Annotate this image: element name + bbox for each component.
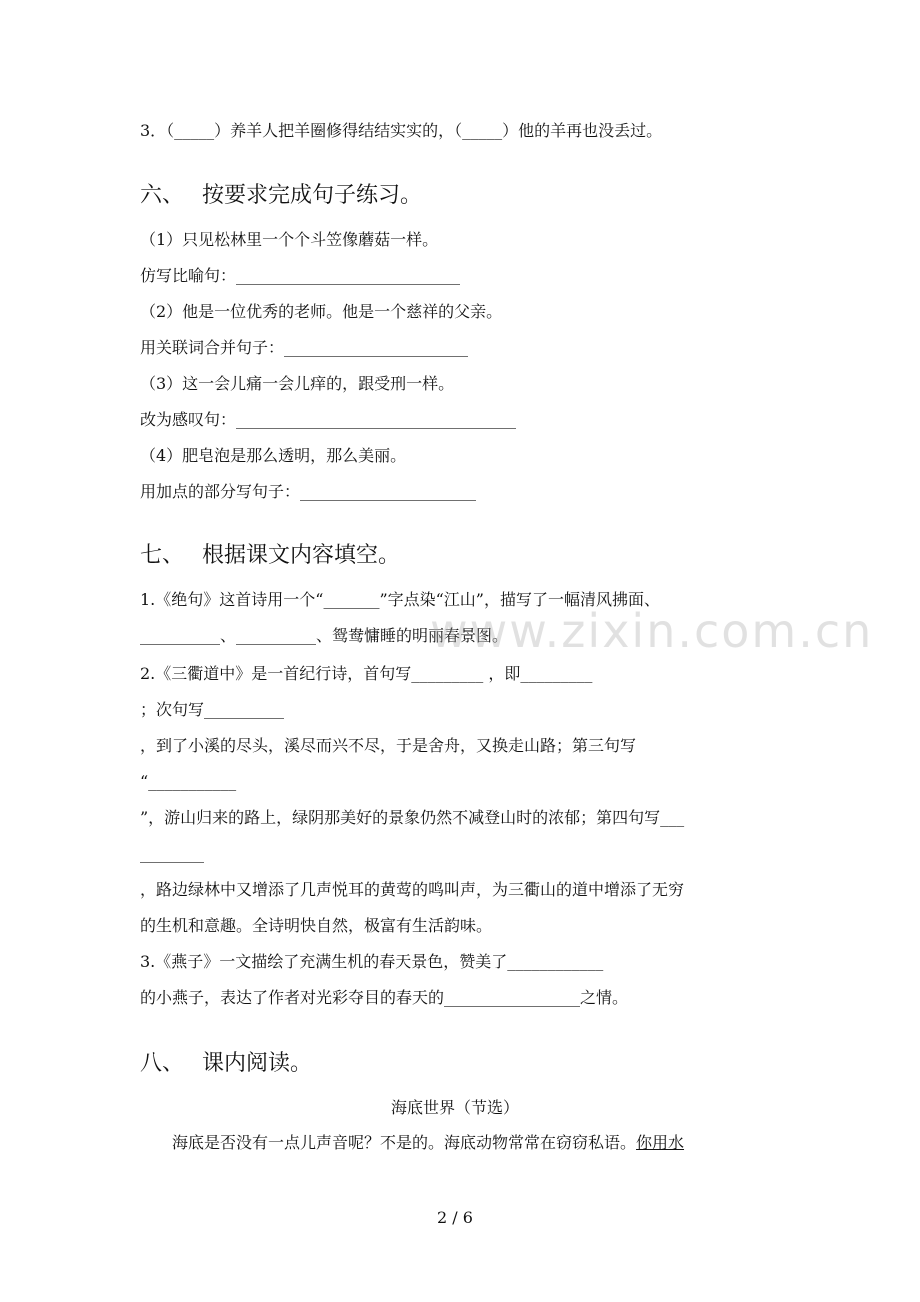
question-5-3: 3．（_____）养羊人把羊圈修得结结实实的，（_____）他的羊再也没丢过。 (140, 121, 663, 140)
section-7-line: 的小燕子，表达了作者对光彩夺目的春天的_________________之情。 (140, 988, 629, 1007)
section-8-number: 八、 (140, 1051, 185, 1076)
section-8-heading (140, 1050, 312, 1078)
section-7-line: 2.《三衢道中》是一首纪行诗，首句写_________ ，即_________ (140, 664, 593, 683)
section-6-line: （2）他是一位优秀的老师。他是一个慈祥的父亲。 (140, 302, 503, 321)
section-8-title: 课内阅读。 (202, 1051, 313, 1076)
section-6-line: 改为感叹句：___________________________________ (140, 410, 517, 429)
section-6-title: 按要求完成句子练习。 (202, 183, 423, 208)
section-6-number: 六、 (140, 183, 185, 208)
page-number: 2 / 6 (437, 1208, 473, 1227)
passage-underlined-text: 你用水 (636, 1133, 685, 1152)
section-7-line: 1.《绝句》这首诗用一个“_______”字点染“江山”，描写了一幅清风拂面、 (140, 590, 660, 609)
section-7-number: 七、 (140, 543, 185, 568)
section-7-line: 的生机和意趣。全诗明快自然，极富有生活韵味。 (140, 916, 493, 935)
section-7-line: __________、__________、鸳鸯慵睡的明丽春景图。 (140, 626, 509, 645)
section-7-line: “___________ (140, 772, 237, 791)
section-7-line: ________ (140, 844, 204, 863)
watermark: www.zixin.com.cn (430, 604, 874, 658)
section-7-heading (140, 542, 400, 570)
section-6-line: （4）肥皂泡是那么透明，那么美丽。 (140, 446, 407, 465)
passage-text: 海底是否没有一点儿声音呢？不是的。海底动物常常在窃窃私语。 (172, 1133, 637, 1152)
section-6-line: 用关联词合并句子：_______________________ (140, 338, 469, 357)
section-6-line: 仿写比喻句：____________________________ (140, 266, 461, 285)
section-6-line: （3）这一会儿痛一会儿痒的，跟受刑一样。 (140, 374, 455, 393)
section-7-line: ，到了小溪的尽头，溪尽而兴不尽，于是舍舟，又换走山路；第三句写 (140, 736, 637, 755)
section-7-title: 根据课文内容填空。 (202, 543, 401, 568)
section-7-line: ，路边绿林中又增添了几声悦耳的黄莺的鸣叫声，为三衢山的道中增添了无穷 (140, 880, 685, 899)
section-7-line: ；次句写__________ (140, 700, 285, 719)
section-6-heading (140, 182, 422, 210)
section-6-line: 用加点的部分写句子：______________________ (140, 482, 477, 501)
section-7-line: ”，游山归来的路上，绿阴那美好的景象仍然不减登山时的浓郁；第四句写___ (140, 808, 685, 827)
section-7-line: 3.《燕子》一文描绘了充满生机的春天景色，赞美了____________ (140, 952, 604, 971)
passage-title: 海底世界（节选） (390, 1098, 519, 1117)
section-6-line: （1）只见松林里一个个斗笠像蘑菇一样。 (140, 230, 439, 249)
passage-paragraph (172, 1133, 684, 1153)
